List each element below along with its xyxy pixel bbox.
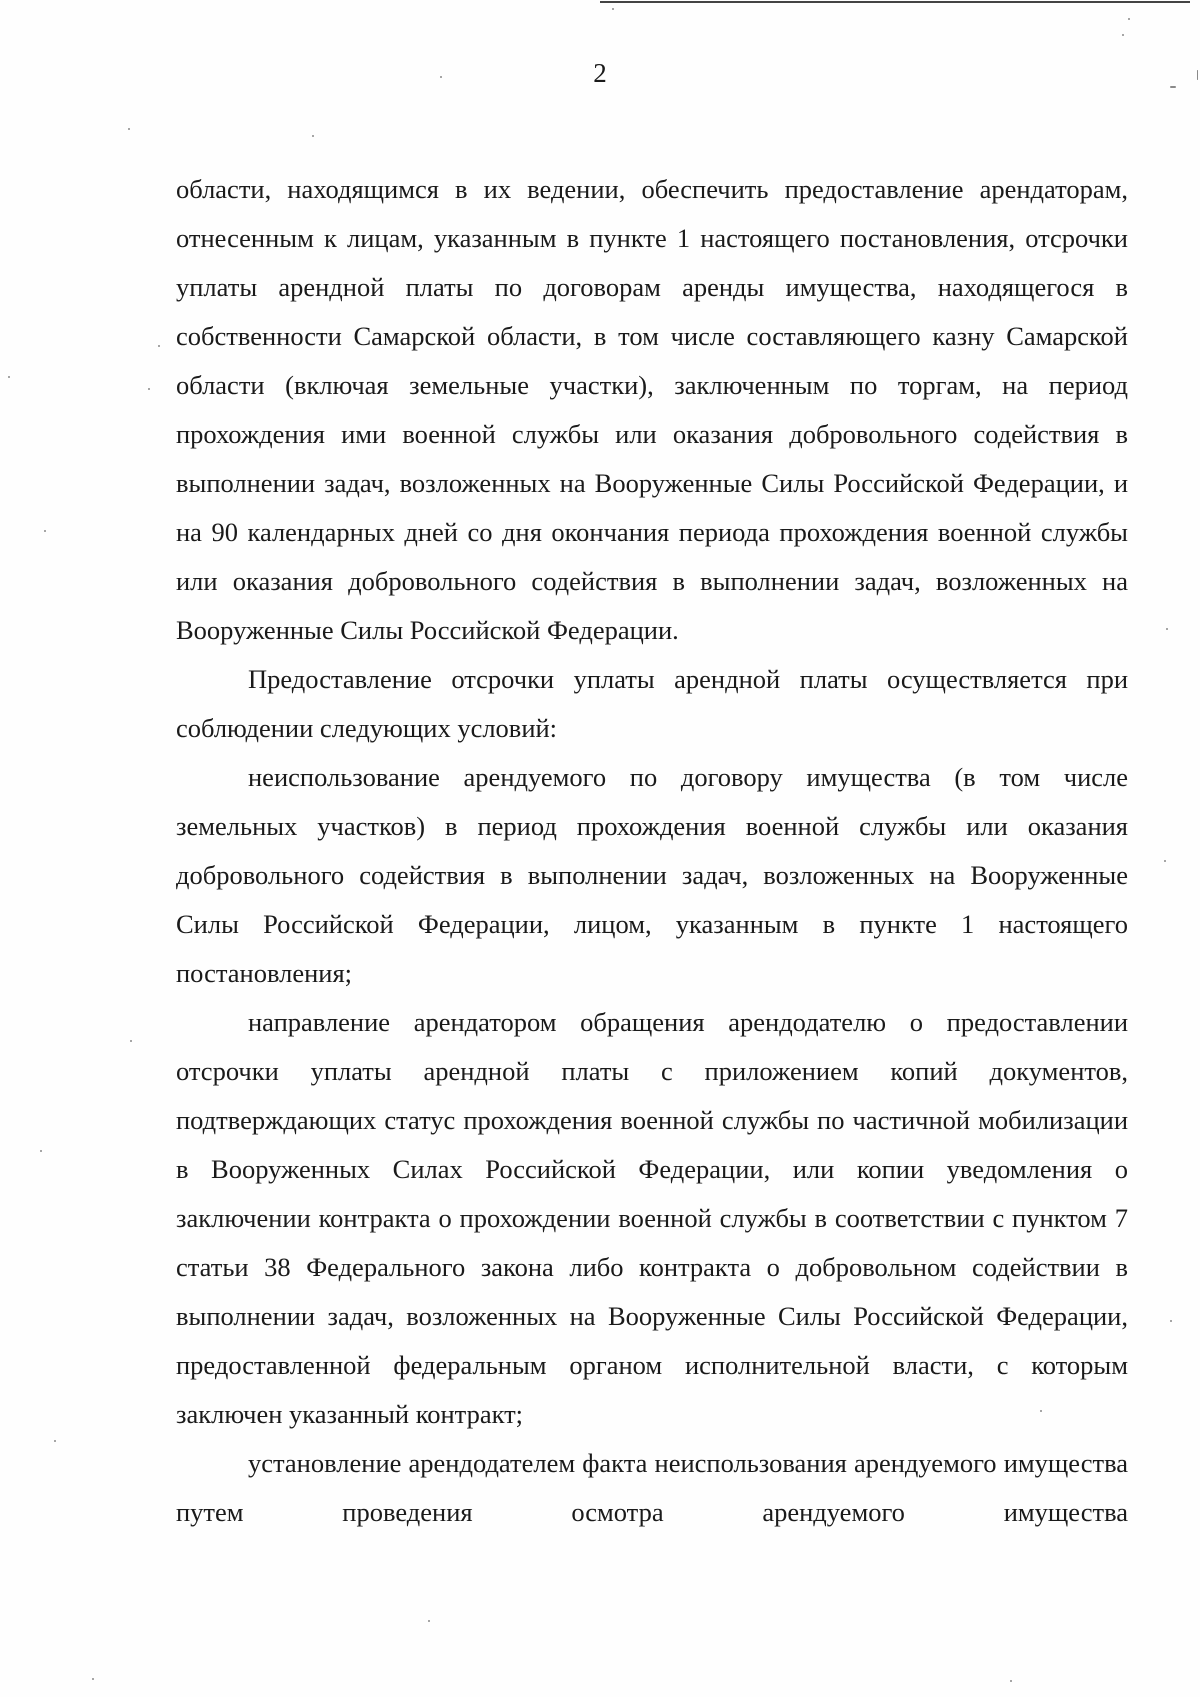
scan-speck	[1166, 628, 1168, 630]
scan-speck	[54, 1440, 56, 1442]
scan-speck	[44, 530, 46, 532]
scan-speck	[312, 135, 314, 137]
scan-top-edge-line	[600, 1, 1190, 3]
paragraph-continuation: области, находящимся в их ведении, обеспечить предоставление арендаторам, отнесенным к лицам, указанным в пункте 1 настоящего постановления, отсрочки уплаты арендной платы по договорам аренды имущества, находящегося в собственности Самарской области, в том числе составляющего казну Самарской области (включая земельные участки), заключенным по торгам, на период прохождения ими военной службы или оказания добровольного содействия в выполнении задач, возложенных на Вооруженные Силы Российской Федерации, и на 90 календарных дней со дня окончания периода прохождения военной службы или оказания добровольного содействия в выполнении задач, возложенных на Вооруженные Силы Российской Федерации.	[176, 174, 1128, 645]
scan-speck	[1122, 34, 1124, 36]
scan-speck	[1040, 1410, 1042, 1412]
paragraph-conditions-intro: Предоставление отсрочки уплаты арендной платы осуществляется при соблюдении следующих условий:	[176, 664, 1128, 743]
scan-speck	[158, 345, 160, 347]
scan-speck	[92, 1678, 94, 1680]
scan-speck	[1170, 1320, 1172, 1322]
page-number: 2	[593, 58, 607, 88]
scan-speck	[130, 1040, 132, 1042]
scan-speck	[148, 388, 150, 390]
document-body	[176, 165, 1128, 1537]
scan-speck	[428, 1620, 430, 1622]
scan-speck	[612, 8, 614, 10]
paragraph-condition-request: направление арендатором обращения арендодателю о предоставлении отсрочки уплаты арендной платы с приложением копий документов, подтверждающих статус прохождения военной службы по частичной мобилизации в Вооруженных Силах Российской Федерации, или копии уведомления о заключении контракта о прохождении военной службы в соответствии с пунктом 7 статьи 38 Федерального закона либо контракта о добровольном содействии в выполнении задач, возложенных на Вооруженные Силы Российской Федерации, предоставленной федеральным органом исполнительной власти, с которым заключен указанный контракт;	[176, 1007, 1128, 1429]
scan-speck	[1197, 70, 1198, 80]
scan-speck	[1128, 18, 1130, 20]
scan-speck	[1170, 86, 1176, 88]
scan-speck	[440, 76, 442, 78]
paragraph-condition-non-use: неиспользование арендуемого по договору имущества (в том числе земельных участков) в период прохождения военной службы или оказания добровольного содействия в выполнении задач, возложенных на Вооруженные Силы Российской Федерации, лицом, указанным в пункте 1 настоящего постановления;	[176, 762, 1128, 988]
scan-speck	[1010, 1680, 1012, 1682]
scan-speck	[1164, 860, 1166, 862]
scan-speck	[8, 376, 10, 378]
scan-speck	[128, 128, 130, 130]
scan-speck	[40, 1150, 42, 1152]
paragraph-condition-inspection: установление арендодателем факта неиспользования арендуемого имущества путем проведения осмотра арендуемого имущества	[176, 1448, 1128, 1527]
